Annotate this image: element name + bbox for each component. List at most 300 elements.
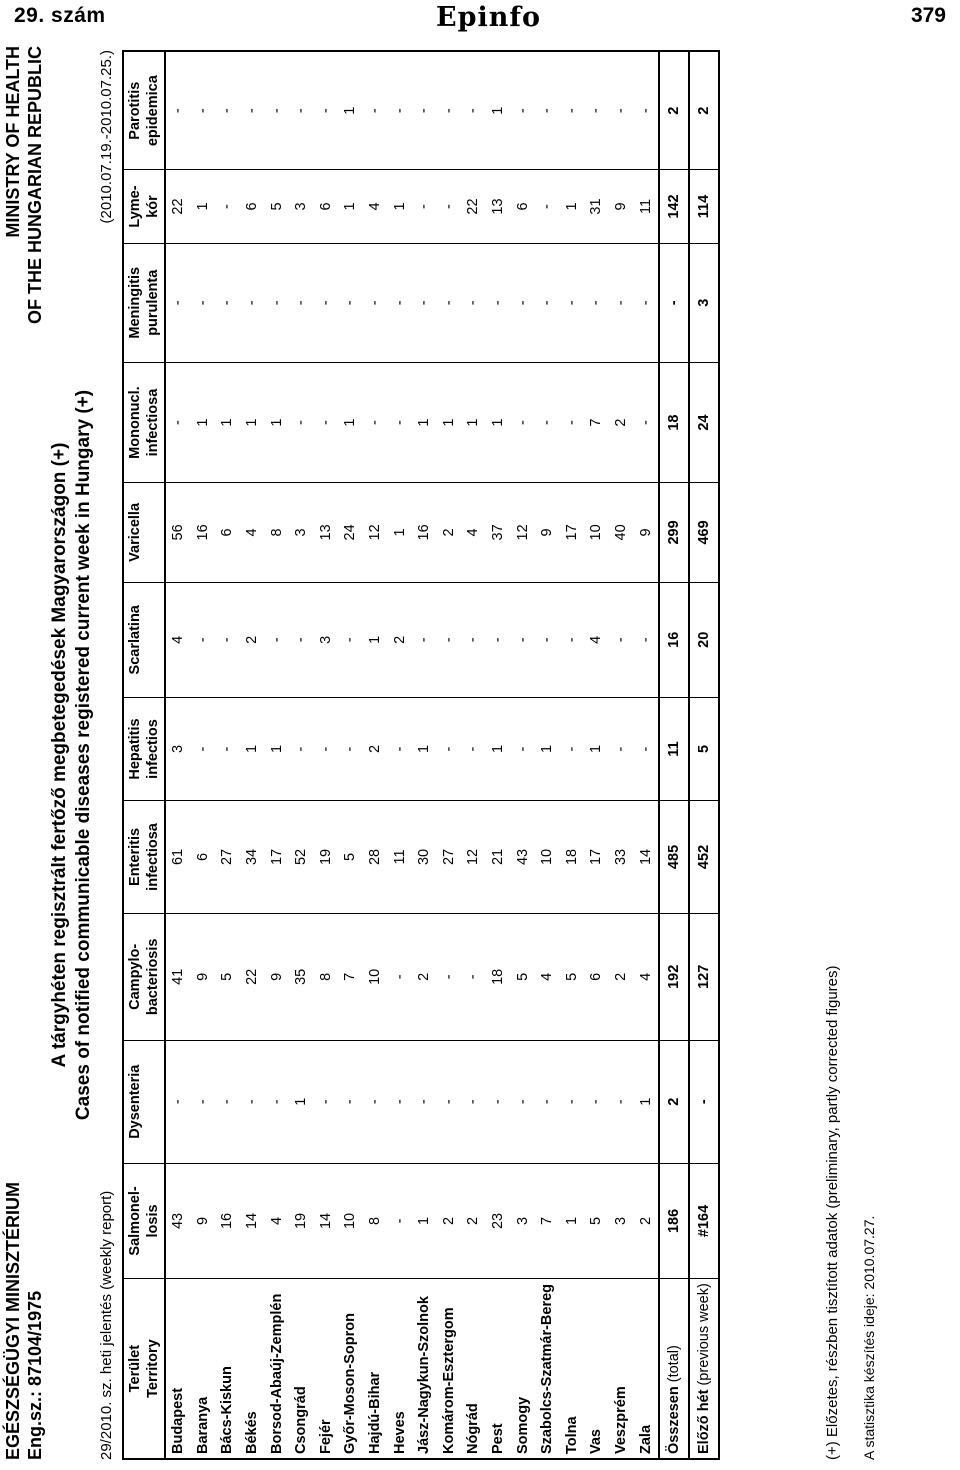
column-header [123, 170, 165, 243]
ministry-en-name: MINISTRY OF HEALTH [3, 46, 23, 238]
rotated-report [0, 40, 920, 1470]
column-header-line: kór [145, 195, 161, 218]
column-header [123, 362, 165, 482]
count-cell: - [412, 170, 437, 243]
count-cell: 27 [215, 800, 240, 913]
count-cell: - [437, 698, 462, 801]
count-cell: - [510, 1040, 535, 1163]
count-cell: - [289, 362, 314, 482]
count-cell: - [560, 362, 585, 482]
footnotes [822, 966, 880, 1461]
count-cell: 1 [560, 1163, 585, 1278]
column-header-line: epidemica [145, 75, 161, 147]
count-cell: #164 [689, 1163, 719, 1278]
preliminary-note: (+) Előzetes, részben tisztított adatok (preliminary, partly corrected figures) [824, 965, 841, 1460]
count-cell: 1 [486, 51, 511, 170]
territory-cell: Somogy [514, 1396, 531, 1454]
count-cell: 4 [363, 170, 388, 243]
count-cell: 14 [314, 1163, 339, 1278]
count-cell: 52 [289, 800, 314, 913]
count-cell: 2 [659, 51, 689, 170]
count-cell: - [560, 51, 585, 170]
count-cell: 20 [689, 582, 719, 698]
count-cell: 5 [338, 800, 363, 913]
count-cell: 10 [363, 913, 388, 1040]
count-cell: 17 [584, 800, 609, 913]
count-cell: 1 [387, 170, 412, 243]
count-cell: - [363, 51, 388, 170]
count-cell: - [609, 243, 634, 362]
territory-cell: Vas [588, 1429, 605, 1454]
count-cell: - [412, 582, 437, 698]
count-cell: 1 [633, 1040, 659, 1163]
count-cell: - [584, 51, 609, 170]
territory-cell: Bács-Kiskun [219, 1366, 236, 1454]
count-cell: - [437, 51, 462, 170]
count-cell: 3 [689, 243, 719, 362]
count-cell: 1 [338, 170, 363, 243]
count-cell: 2 [412, 913, 437, 1040]
count-cell: - [314, 1040, 339, 1163]
count-cell: 43 [510, 800, 535, 913]
statistics-date: A statisztika készítés ideje: 2010.07.27. [861, 1215, 877, 1460]
count-cell: - [215, 582, 240, 698]
count-cell: - [215, 698, 240, 801]
count-cell: 2 [461, 1163, 486, 1278]
count-cell: 1 [240, 698, 265, 801]
row-label [659, 1279, 689, 1459]
count-cell: 299 [659, 483, 689, 582]
count-cell: 24 [338, 483, 363, 582]
column-header-line: Lyme- [127, 185, 143, 228]
count-cell: - [609, 582, 634, 698]
count-cell: 24 [689, 362, 719, 482]
count-cell: - [338, 582, 363, 698]
count-cell: - [165, 51, 191, 170]
count-cell: 1 [289, 1040, 314, 1163]
column-header-line: Salmonel- [127, 1186, 143, 1256]
count-cell: 12 [363, 483, 388, 582]
territory-cell: Győr-Moson-Sopron [342, 1313, 359, 1454]
table-row [412, 51, 437, 1459]
count-cell: - [659, 243, 689, 362]
table-row [240, 51, 265, 1459]
count-cell: - [412, 1040, 437, 1163]
column-header [123, 483, 165, 582]
count-cell: 21 [486, 800, 511, 913]
column-header [123, 1040, 165, 1163]
count-cell: - [535, 170, 560, 243]
count-cell: - [689, 1040, 719, 1163]
count-cell: - [633, 698, 659, 801]
count-cell: - [560, 1040, 585, 1163]
count-cell: 5 [510, 913, 535, 1040]
count-cell: - [191, 51, 216, 170]
territory-cell: Tolna [563, 1416, 580, 1454]
count-cell: - [264, 582, 289, 698]
count-cell: 4 [240, 483, 265, 582]
count-cell: - [437, 582, 462, 698]
count-cell: - [191, 582, 216, 698]
ministry-hu-name: EGÉSZSÉGÜGYI MINISZTÉRIUM [3, 1181, 23, 1460]
count-cell: 34 [240, 800, 265, 913]
column-header-line: losis [145, 1204, 161, 1238]
report-title [48, 40, 96, 1470]
column-header [123, 1163, 165, 1278]
territory-cell: Fejér [317, 1419, 334, 1454]
column-header-line [144, 1043, 162, 1161]
column-header-line: bacteriosis [145, 938, 161, 1016]
count-cell: 9 [191, 913, 216, 1040]
count-cell: 1 [387, 483, 412, 582]
count-cell: - [215, 170, 240, 243]
territory-cell: Nógrád [465, 1403, 482, 1454]
count-cell: 2 [437, 483, 462, 582]
count-cell: - [633, 243, 659, 362]
count-cell: 6 [314, 170, 339, 243]
count-cell: 186 [659, 1163, 689, 1278]
count-cell: 16 [191, 483, 216, 582]
count-cell: 11 [659, 698, 689, 801]
count-cell: - [609, 698, 634, 801]
count-cell: - [165, 362, 191, 482]
count-cell: - [387, 243, 412, 362]
table-header-row [123, 51, 165, 1459]
count-cell: 1 [412, 698, 437, 801]
count-cell: 2 [387, 582, 412, 698]
count-cell: - [486, 582, 511, 698]
territory-cell: Veszprém [612, 1386, 629, 1454]
count-cell: 2 [659, 1040, 689, 1163]
count-cell: - [535, 243, 560, 362]
count-cell: 10 [338, 1163, 363, 1278]
count-cell: 8 [264, 483, 289, 582]
count-cell: 1 [264, 698, 289, 801]
count-cell: 3 [289, 483, 314, 582]
count-cell: 9 [264, 913, 289, 1040]
previous-week-row [689, 51, 719, 1459]
count-cell: 5 [264, 170, 289, 243]
territory-cell: Komárom-Esztergom [440, 1307, 457, 1454]
count-cell: - [240, 1040, 265, 1163]
count-cell: 8 [363, 1163, 388, 1278]
count-cell: - [387, 1040, 412, 1163]
count-cell: - [633, 582, 659, 698]
count-cell: - [191, 1040, 216, 1163]
count-cell: 142 [659, 170, 689, 243]
table-row [165, 51, 191, 1459]
count-cell: - [191, 698, 216, 801]
column-header-line: Dysenteria [127, 1064, 143, 1139]
count-cell: 1 [412, 362, 437, 482]
count-cell: 2 [609, 362, 634, 482]
table-row [437, 51, 462, 1459]
column-header-line: Varicella [127, 502, 143, 562]
count-cell: - [314, 698, 339, 801]
table-row [363, 51, 388, 1459]
count-cell: - [363, 1040, 388, 1163]
total-row [659, 51, 689, 1459]
count-cell: - [289, 582, 314, 698]
count-cell: - [240, 243, 265, 362]
count-cell: - [363, 362, 388, 482]
count-cell: 22 [461, 170, 486, 243]
count-cell: 1 [240, 362, 265, 482]
count-cell: 4 [165, 582, 191, 698]
count-cell: 16 [659, 582, 689, 698]
count-cell: - [165, 243, 191, 362]
count-cell: 4 [461, 483, 486, 582]
count-cell: - [314, 51, 339, 170]
count-cell: - [486, 243, 511, 362]
count-cell: - [314, 362, 339, 482]
count-cell: 2 [363, 698, 388, 801]
count-cell: - [264, 1040, 289, 1163]
count-cell: 28 [363, 800, 388, 913]
page-number: 379 [910, 4, 946, 27]
count-cell: 2 [609, 913, 634, 1040]
count-cell: 4 [264, 1163, 289, 1278]
count-cell: - [437, 1040, 462, 1163]
count-cell: 6 [191, 800, 216, 913]
count-cell: - [633, 362, 659, 482]
column-header [123, 243, 165, 362]
count-cell: 14 [240, 1163, 265, 1278]
count-cell: 6 [240, 170, 265, 243]
count-cell: 1 [338, 362, 363, 482]
territory-cell: Heves [391, 1411, 408, 1454]
count-cell: 31 [584, 170, 609, 243]
table-row [510, 51, 535, 1459]
count-cell: - [289, 243, 314, 362]
count-cell: - [461, 51, 486, 170]
column-header-line: Territory [145, 1339, 161, 1398]
territory-cell: Budapest [170, 1387, 187, 1454]
count-cell: - [510, 51, 535, 170]
count-cell: 4 [535, 913, 560, 1040]
weekly-report-label: 29/2010. sz. heti jelentés (weekly report) [98, 1190, 115, 1460]
count-cell: - [264, 51, 289, 170]
count-cell: 13 [314, 483, 339, 582]
count-cell: 6 [584, 913, 609, 1040]
count-cell: 18 [486, 913, 511, 1040]
column-header-line: infectios [145, 719, 161, 779]
count-cell: - [535, 51, 560, 170]
table-row [633, 51, 659, 1459]
count-cell: - [560, 243, 585, 362]
count-cell: - [560, 698, 585, 801]
column-header [123, 698, 165, 801]
count-cell: 9 [609, 170, 634, 243]
count-cell: - [461, 913, 486, 1040]
ministry-hu [2, 1182, 46, 1460]
count-cell: 33 [609, 800, 634, 913]
table-row [560, 51, 585, 1459]
count-cell: 14 [633, 800, 659, 913]
count-cell: - [609, 1040, 634, 1163]
count-cell: - [437, 243, 462, 362]
count-cell: - [387, 362, 412, 482]
count-cell: 1 [338, 51, 363, 170]
count-cell: 12 [461, 800, 486, 913]
count-cell: 3 [289, 170, 314, 243]
count-cell: 5 [560, 913, 585, 1040]
count-cell: - [215, 243, 240, 362]
column-header-line: Terület [127, 1344, 143, 1393]
territory-cell: Borsod-Abaúj-Zemplén [268, 1293, 285, 1454]
count-cell: 16 [215, 1163, 240, 1278]
report-period: (2010.07.19.-2010.07.25.) [98, 50, 115, 224]
count-cell: 1 [191, 362, 216, 482]
count-cell: - [560, 582, 585, 698]
count-cell: - [387, 698, 412, 801]
table-row [215, 51, 240, 1459]
table-row [191, 51, 216, 1459]
count-cell: - [363, 243, 388, 362]
count-cell: 7 [584, 362, 609, 482]
count-cell: 11 [387, 800, 412, 913]
count-cell: 22 [240, 913, 265, 1040]
territory-cell: Baranya [194, 1396, 211, 1454]
count-cell: - [387, 1163, 412, 1278]
count-cell: 23 [486, 1163, 511, 1278]
column-header-line: Enteritis [127, 827, 143, 886]
row-label-english: (total) [665, 1345, 682, 1387]
column-header [123, 913, 165, 1040]
count-cell: 27 [437, 800, 462, 913]
column-header-line: Campylo- [127, 943, 143, 1010]
count-cell: 35 [289, 913, 314, 1040]
count-cell: 19 [314, 800, 339, 913]
table-row [584, 51, 609, 1459]
count-cell: 192 [659, 913, 689, 1040]
title-en: Cases of notified communicable diseases registered current week in Hungary (+) [73, 389, 94, 1121]
count-cell: 3 [510, 1163, 535, 1278]
count-cell: 8 [314, 913, 339, 1040]
count-cell: 22 [165, 170, 191, 243]
table-row [314, 51, 339, 1459]
column-header-line: Hepatitis [127, 718, 143, 780]
territory-cell: Csongrád [293, 1386, 310, 1454]
count-cell: - [314, 243, 339, 362]
count-cell: 1 [191, 170, 216, 243]
table-body [165, 51, 719, 1459]
count-cell: 56 [165, 483, 191, 582]
count-cell: 41 [165, 913, 191, 1040]
column-header-line [144, 485, 162, 579]
column-header-line: purulenta [145, 269, 161, 336]
territory-cell: Jász-Nagykun-Szolnok [416, 1296, 433, 1454]
count-cell: 1 [363, 582, 388, 698]
count-cell: - [338, 698, 363, 801]
count-cell: - [535, 1040, 560, 1163]
count-cell: - [289, 51, 314, 170]
count-cell: - [437, 913, 462, 1040]
count-cell: - [412, 243, 437, 362]
count-cell: - [338, 243, 363, 362]
count-cell: - [461, 698, 486, 801]
count-cell: - [535, 362, 560, 482]
column-header [123, 582, 165, 698]
count-cell: 5 [584, 1163, 609, 1278]
count-cell: 1 [264, 362, 289, 482]
territory-cell: Hajdú-Bihar [367, 1371, 384, 1454]
count-cell: 127 [689, 913, 719, 1040]
count-cell: 452 [689, 800, 719, 913]
count-cell: 1 [486, 698, 511, 801]
row-label [689, 1279, 719, 1459]
count-cell: 2 [633, 1163, 659, 1278]
count-cell: 6 [510, 170, 535, 243]
epinfo-logo: Epinfo [436, 2, 541, 33]
table-row [387, 51, 412, 1459]
column-header-line: infectiosa [145, 823, 161, 891]
count-cell: - [510, 362, 535, 482]
count-cell: 1 [584, 698, 609, 801]
count-cell: 61 [165, 800, 191, 913]
count-cell: - [387, 51, 412, 170]
column-header-line: Meningitis [127, 266, 143, 339]
count-cell: 10 [535, 800, 560, 913]
count-cell: - [510, 698, 535, 801]
ministry-en-country: OF THE HUNGARIAN REPUBLIC [25, 46, 45, 324]
column-header-line [144, 585, 162, 696]
count-cell: 3 [314, 582, 339, 698]
count-cell: - [584, 1040, 609, 1163]
diseases-table [122, 50, 720, 1460]
count-cell: 1 [437, 362, 462, 482]
count-cell: - [215, 1040, 240, 1163]
count-cell: 16 [412, 483, 437, 582]
count-cell: 6 [215, 483, 240, 582]
count-cell: 43 [165, 1163, 191, 1278]
count-cell: 1 [486, 362, 511, 482]
count-cell: 19 [289, 1163, 314, 1278]
count-cell: - [338, 1040, 363, 1163]
count-cell: 1 [412, 1163, 437, 1278]
count-cell: 9 [633, 483, 659, 582]
count-cell: - [461, 1040, 486, 1163]
count-cell: 12 [510, 483, 535, 582]
count-cell: 1 [560, 170, 585, 243]
count-cell: - [510, 582, 535, 698]
table-row [461, 51, 486, 1459]
count-cell: 485 [659, 800, 689, 913]
count-cell: 2 [689, 51, 719, 170]
count-cell: 18 [659, 362, 689, 482]
column-header-line: infectiosa [145, 388, 161, 457]
count-cell: - [461, 243, 486, 362]
count-cell: 18 [560, 800, 585, 913]
count-cell: - [264, 243, 289, 362]
table-row [486, 51, 511, 1459]
count-cell: 30 [412, 800, 437, 913]
count-cell: - [461, 582, 486, 698]
count-cell: 2 [240, 582, 265, 698]
count-cell: - [486, 1040, 511, 1163]
column-header-line: Scarlatina [127, 605, 143, 675]
territory-cell: Békés [244, 1411, 261, 1454]
count-cell: - [191, 243, 216, 362]
count-cell: - [240, 51, 265, 170]
territory-cell: Zala [637, 1424, 654, 1454]
count-cell: 5 [689, 698, 719, 801]
count-cell: - [535, 582, 560, 698]
column-header [123, 1279, 165, 1459]
ministry-reg-number: Eng.sz.: 87104/1975 [25, 1290, 45, 1460]
table-row [338, 51, 363, 1459]
count-cell: 114 [689, 170, 719, 243]
